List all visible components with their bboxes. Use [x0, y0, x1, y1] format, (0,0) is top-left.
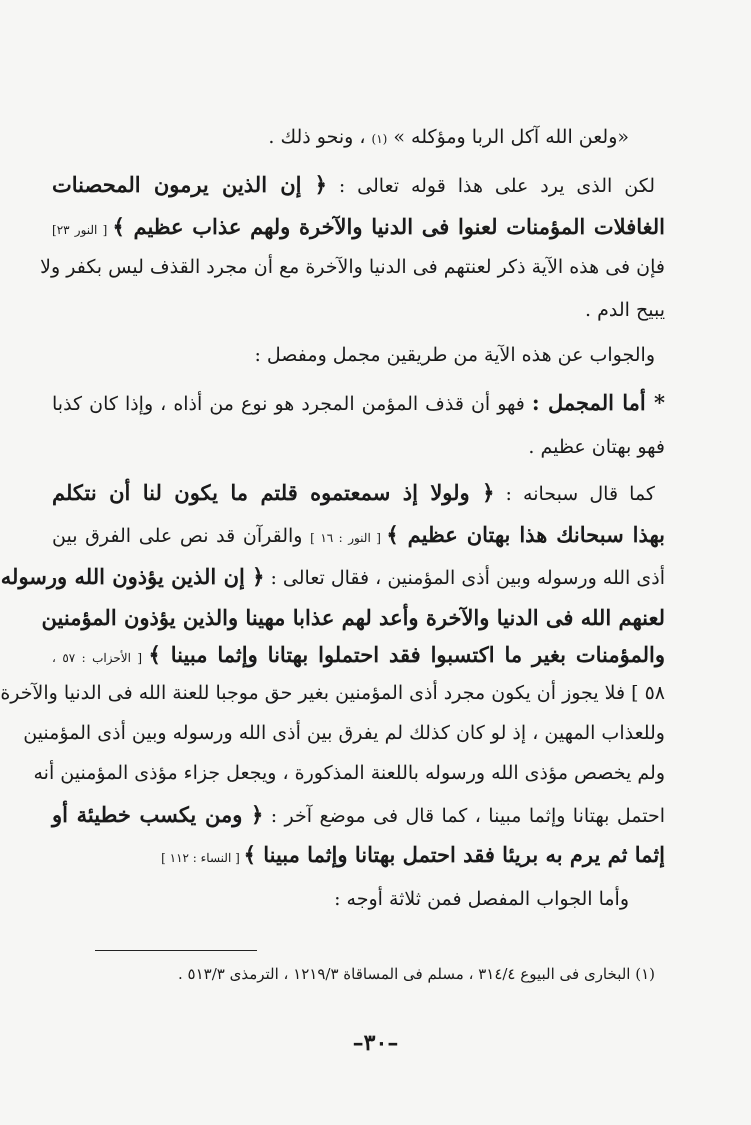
- text-line: [52, 388, 665, 419]
- quran-verse-text: ﴿ إن الذين يؤذون الله ورسوله: [0, 564, 265, 589]
- body-text: والجواب عن هذه الآية من طريقين مجمل ومفصل :: [254, 344, 655, 366]
- body-text: فهو بهتان عظيم .: [528, 436, 665, 458]
- body-text: ٥٨ ] فلا يجوز أن يكون مجرد أذى المؤمنين بغير حق موجبا للعنة الله فى الدنيا والآخرة: [0, 682, 665, 704]
- body-text: لكن الذى يرد على هذا قوله تعالى :: [326, 175, 655, 197]
- body-text: احتمل بهتانا وإثما مبينا ، كما قال فى موضع آخر :: [263, 805, 665, 827]
- quran-verse-text: ﴿ إن الذين يرمون المحصنات: [52, 172, 327, 197]
- body-text: وللعذاب المهين ، إذ لو كان كذلك لم يفرق بين أذى الله ورسوله وبين أذى المؤمنين: [23, 722, 665, 744]
- quran-verse-text: إثما ثم يرم به بريئا فقد احتمل بهتانا وإثما مبينا ﴾: [243, 842, 665, 867]
- text-line: [41, 603, 665, 634]
- body-text: وأما الجواب المفصل فمن ثلاثة أوجه :: [334, 888, 629, 910]
- body-text: ولم يخصص مؤذى الله ورسوله باللعنة المذكورة ، ويجعل جزاء مؤذى المؤمنين أنه: [33, 762, 665, 784]
- footnote-divider: [95, 950, 257, 951]
- body-text: «ولعن الله آكل الربا ومؤكله »: [387, 126, 629, 148]
- text-line: [52, 520, 665, 553]
- text-line: [33, 758, 665, 788]
- body-text: كما قال سبحانه :: [494, 483, 655, 505]
- footnote: (١) البخارى فى البيوع ٣١٤/٤ ، مسلم فى المساقاة ١٢١٩/٣ ، الترمذى ٥١٣/٣ .: [178, 965, 655, 983]
- reference-text: [ الأحزاب : ٥٧ ،: [52, 651, 149, 665]
- quran-verse-text: لعنهم الله فى الدنيا والآخرة وأعد لهم عذابا مهينا والذين يؤذون المؤمنين: [41, 605, 665, 630]
- quran-verse-text: بهذا سبحانك هذا بهتان عظيم ﴾: [386, 522, 666, 547]
- quran-verse-text: ﴿ ومن يكسب خطيئة أو: [52, 802, 264, 827]
- reference-text: [ النساء : ١١٢ ]: [161, 851, 244, 865]
- quran-verse-text: الغافلات المؤمنات لعنوا فى الدنيا والآخرة ولهم عذاب عظيم ﴾: [112, 214, 665, 239]
- text-line: [52, 340, 655, 370]
- text-line: [52, 170, 655, 201]
- page-number: –٣٠–: [352, 1030, 399, 1056]
- body-text: والقرآن قد نص على الفرق بين: [52, 525, 311, 547]
- text-line: [52, 640, 665, 673]
- reference-text: [ النور ٢٣]: [52, 223, 113, 237]
- text-line: [52, 800, 665, 831]
- text-line: [52, 884, 629, 914]
- text-line: [40, 252, 665, 282]
- text-line: [52, 122, 629, 154]
- text-line: [52, 478, 655, 509]
- text-line: [52, 295, 665, 325]
- body-text: ، ونحو ذلك .: [268, 126, 372, 148]
- reference-text: (١): [371, 132, 388, 146]
- quran-verse-text: ﴿ ولولا إذ سمعتموه قلتم ما يكون لنا أن نتكلم: [52, 480, 495, 505]
- body-text: أذى الله ورسوله وبين أذى المؤمنين ، فقال تعالى :: [264, 567, 665, 589]
- text-line: [23, 718, 665, 748]
- body-text: يبيح الدم .: [585, 299, 665, 321]
- quran-verse-text: والمؤمنات بغير ما اكتسبوا فقد احتملوا بهتانا وإثما مبينا ﴾: [148, 642, 665, 667]
- body-text: فهو أن قذف المؤمن المجرد هو نوع من أذاه ، وإذا كان كذبا: [52, 393, 532, 415]
- text-line: [52, 212, 665, 245]
- text-line: [0, 678, 665, 708]
- text-line: [52, 840, 665, 873]
- text-line: [0, 562, 665, 593]
- quran-verse-text: * أما المجمل :: [531, 390, 665, 415]
- body-text: فإن فى هذه الآية ذكر لعنتهم فى الدنيا والآخرة مع أن مجرد القذف ليس بكفر ولا: [40, 256, 665, 278]
- text-line: [52, 432, 665, 462]
- reference-text: [ النور : ١٦ ]: [310, 531, 387, 545]
